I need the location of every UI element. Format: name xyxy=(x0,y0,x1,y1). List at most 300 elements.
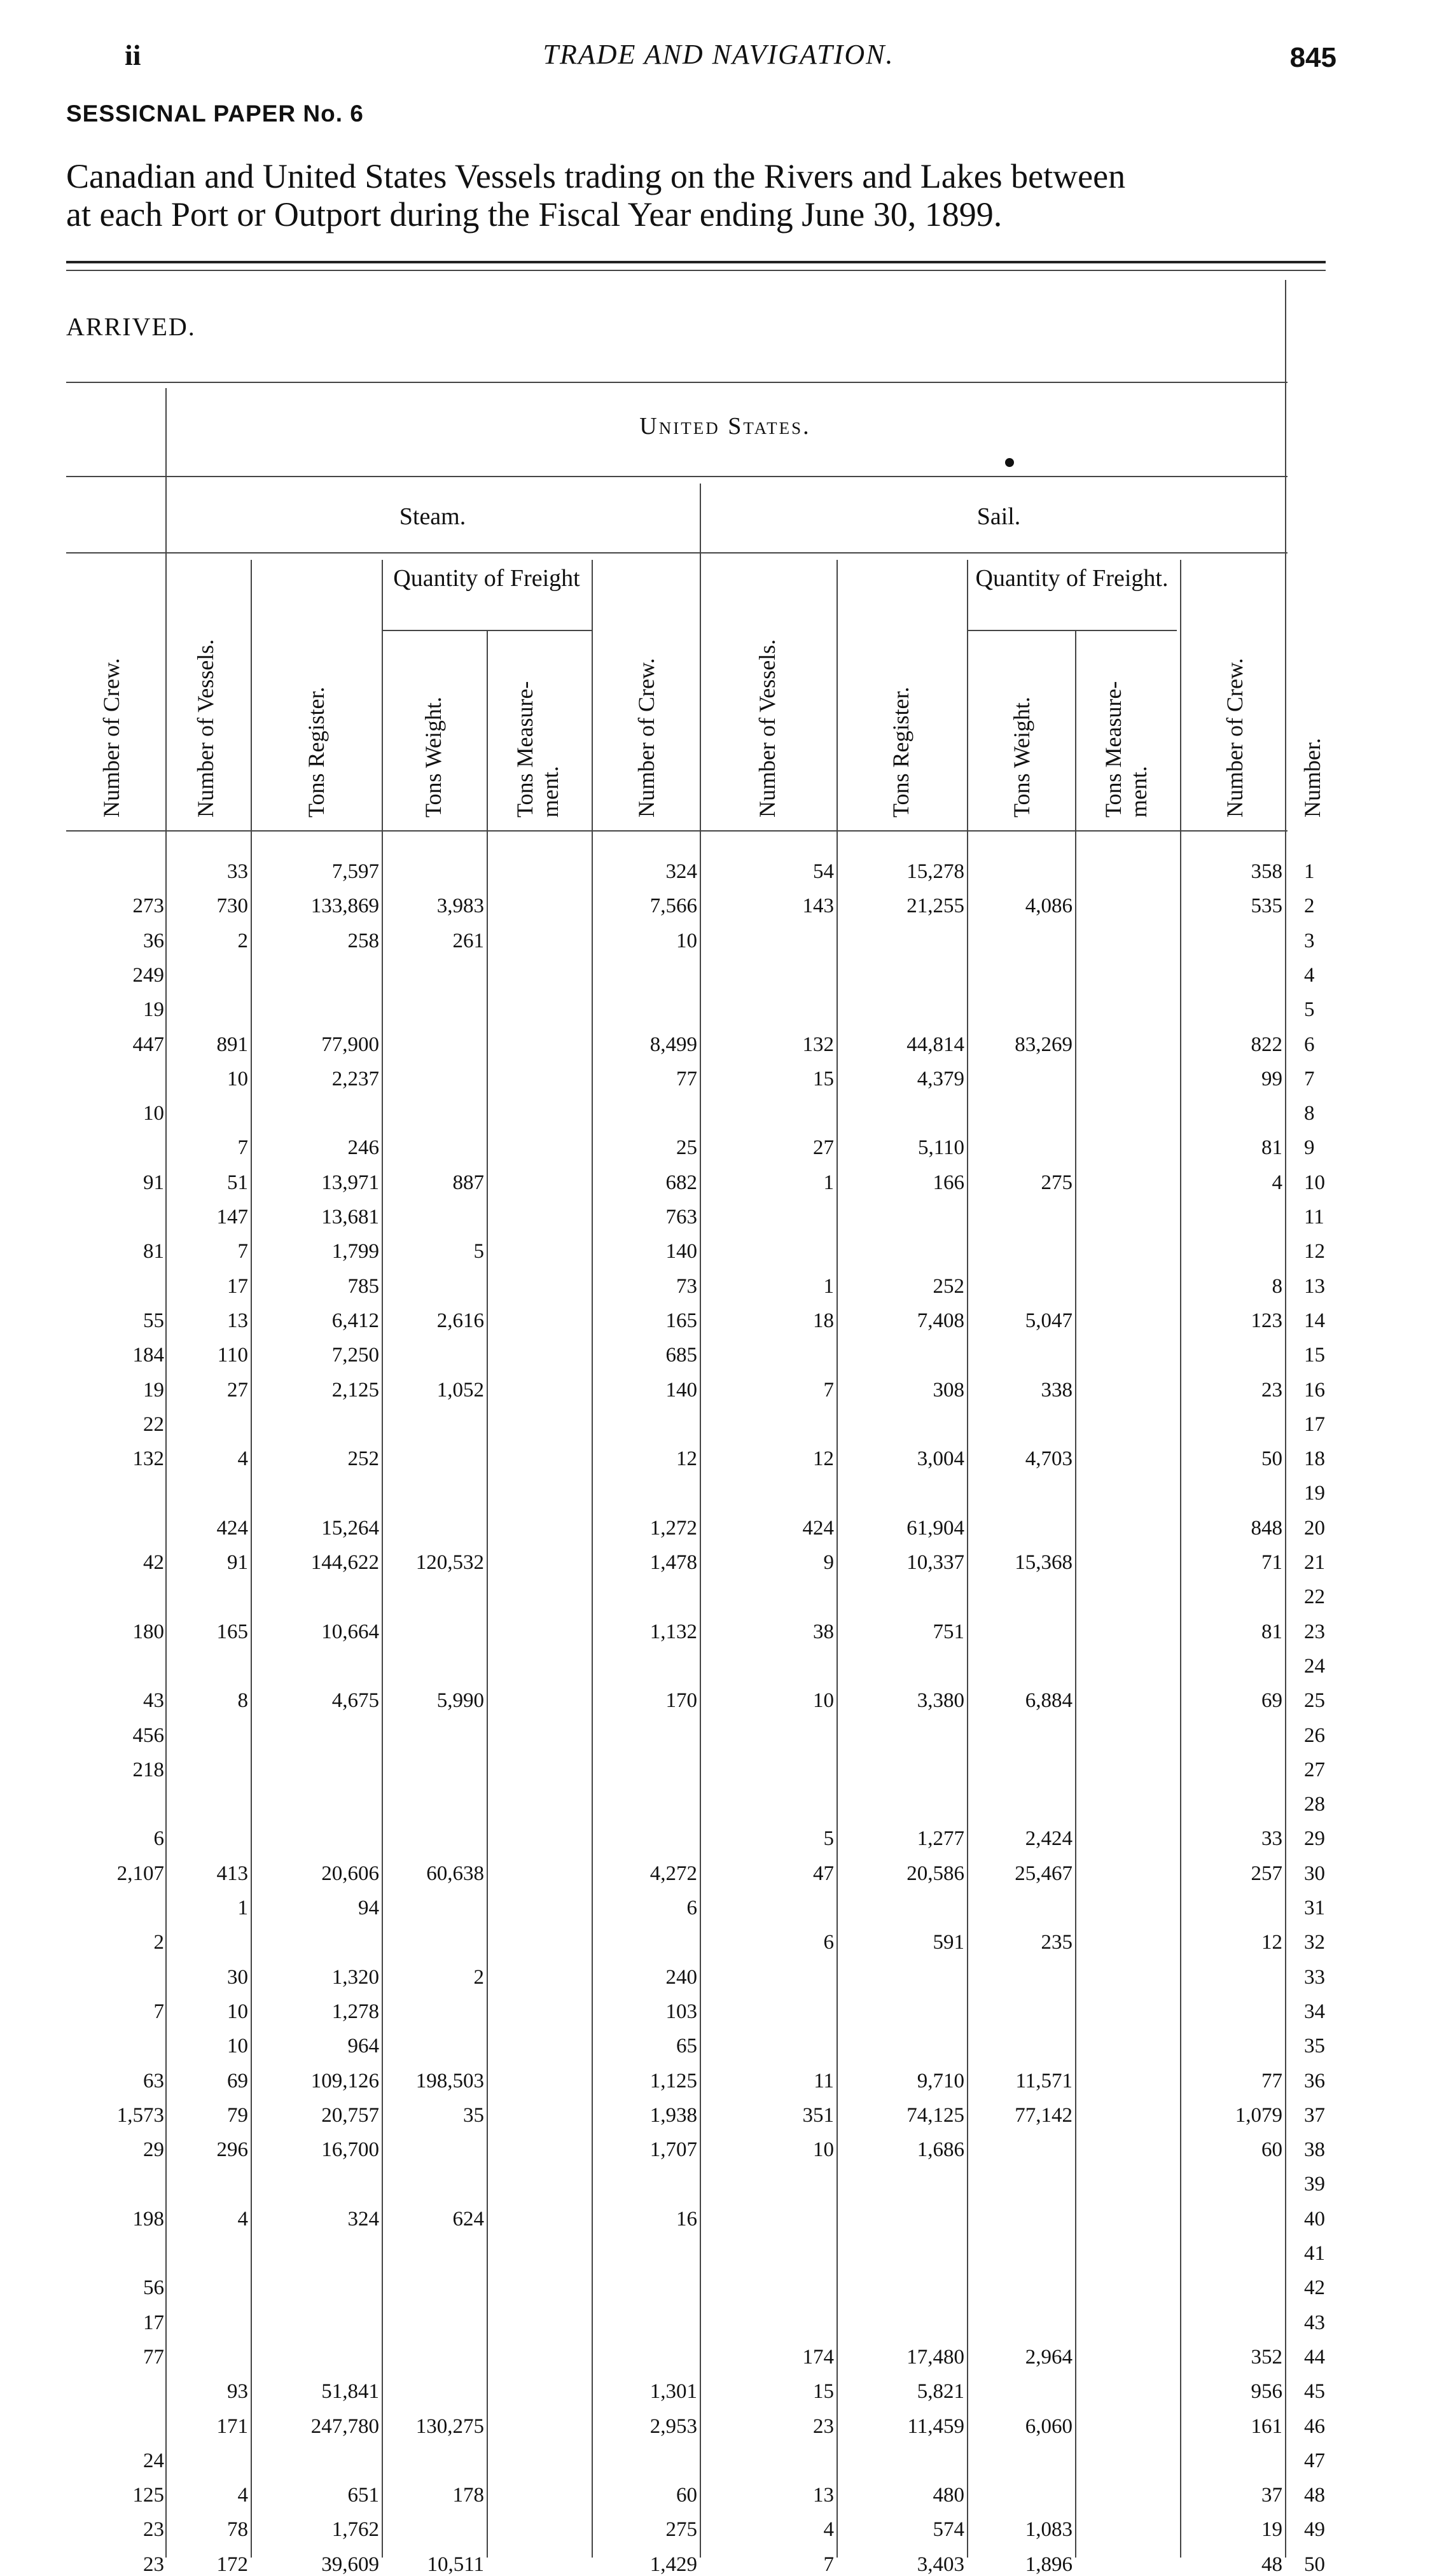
cell-sr: 480 xyxy=(933,2484,964,2507)
col-header-vessels: Number of Vessels. xyxy=(193,639,218,818)
cell-sw: 83,269 xyxy=(1015,1033,1073,1056)
cell-sc: 8 xyxy=(1272,1274,1282,1298)
cell-sw: 1,083 xyxy=(1025,2518,1073,2542)
cell-sw: 275 xyxy=(1041,1171,1073,1194)
cell-register: 13,681 xyxy=(321,1206,379,1229)
cell-register: 964 xyxy=(347,2035,379,2058)
cell-crew: 170 xyxy=(665,1689,697,1713)
cell-register: 16,700 xyxy=(321,2138,379,2162)
cell-sr: 10,337 xyxy=(906,1551,964,1574)
cell-crew: 7,566 xyxy=(649,895,697,918)
cell-vessels: 296 xyxy=(216,2138,248,2162)
col-header-weight: Tons Weight. xyxy=(420,697,446,818)
cell-register: 2,237 xyxy=(331,1067,379,1090)
cell-crew: 77 xyxy=(676,1067,697,1090)
cell-register: 1,278 xyxy=(331,2000,379,2023)
cell-weight: 1,052 xyxy=(436,1378,484,1402)
cell-sv: 174 xyxy=(802,2345,834,2369)
cell-vessels: 17 xyxy=(227,1274,248,1298)
cell-crew: 6 xyxy=(686,1897,697,1919)
cell-sw: 15,368 xyxy=(1015,1551,1073,1574)
row-number: 13 xyxy=(1304,1274,1325,1298)
cell-register: 20,606 xyxy=(321,1862,379,1885)
cell-sv: 15 xyxy=(813,2380,834,2404)
cell-crew0: 249 xyxy=(132,963,164,987)
cell-sr: 17,480 xyxy=(906,2345,964,2369)
cell-crew: 2,953 xyxy=(649,2414,697,2438)
cell-crew: 140 xyxy=(665,1378,697,1402)
row-number: 4 xyxy=(1304,963,1315,987)
cell-sv: 15 xyxy=(813,1067,834,1090)
cell-sr: 166 xyxy=(933,1171,964,1194)
cell-sc: 535 xyxy=(1251,895,1282,918)
cell-sr: 308 xyxy=(933,1378,964,1402)
col-rule xyxy=(165,388,167,2558)
cell-crew0: 91 xyxy=(143,1171,164,1194)
cell-register: 7,597 xyxy=(331,860,379,883)
col-header-crew0: Number of Crew. xyxy=(99,658,124,818)
cell-vessels: 8 xyxy=(237,1689,248,1713)
row-number: 2 xyxy=(1304,895,1315,918)
row-number: 50 xyxy=(1304,2552,1325,2576)
cell-weight: 178 xyxy=(452,2484,484,2507)
cell-sr: 20,586 xyxy=(906,1862,964,1885)
cell-vessels: 13 xyxy=(227,1309,248,1332)
cell-sw: 25,467 xyxy=(1015,1862,1073,1885)
cell-sc: 37 xyxy=(1261,2484,1282,2507)
cell-crew: 1,125 xyxy=(649,2069,697,2092)
section-title: ARRIVED. xyxy=(66,312,196,341)
col-header-number: Number. xyxy=(1300,738,1325,818)
cell-sv: 38 xyxy=(813,1620,834,1643)
group-steam: Steam. xyxy=(399,503,466,530)
cell-sv: 1 xyxy=(823,1171,834,1194)
cell-sc: 352 xyxy=(1251,2345,1282,2369)
cell-sw: 235 xyxy=(1041,1931,1073,1954)
cell-weight: 130,275 xyxy=(415,2414,484,2438)
row-number: 26 xyxy=(1304,1723,1325,1747)
cell-sv: 12 xyxy=(813,1447,834,1471)
cell-sc: 848 xyxy=(1251,1516,1282,1540)
cell-sr: 21,255 xyxy=(906,895,964,918)
cell-vessels: 413 xyxy=(216,1862,248,1885)
cell-crew: 165 xyxy=(665,1309,697,1332)
cell-crew: 4,272 xyxy=(649,1862,697,1885)
row-number: 43 xyxy=(1304,2311,1325,2334)
cell-weight: 261 xyxy=(452,929,484,952)
cell-sr: 44,814 xyxy=(906,1033,964,1056)
row-number: 34 xyxy=(1304,2000,1325,2023)
cell-sr: 74,125 xyxy=(906,2103,964,2127)
col-header-register: Tons Register. xyxy=(303,686,329,818)
cell-crew0: 29 xyxy=(143,2138,164,2162)
cell-sr: 252 xyxy=(933,1274,964,1298)
cell-crew0: 273 xyxy=(132,895,164,918)
cell-register: 94 xyxy=(358,1897,379,1919)
cell-crew0: 132 xyxy=(132,1447,164,1471)
row-number: 1 xyxy=(1304,860,1315,883)
cell-weight: 624 xyxy=(452,2207,484,2231)
cell-crew0: 77 xyxy=(143,2345,164,2369)
row-number: 8 xyxy=(1304,1102,1315,1125)
cell-crew0: 19 xyxy=(143,998,164,1022)
cell-sw: 6,884 xyxy=(1025,1689,1073,1713)
cell-crew0: 6 xyxy=(153,1827,164,1851)
cell-vessels: 7 xyxy=(237,1136,248,1160)
row-number: 30 xyxy=(1304,1862,1325,1885)
cell-register: 247,780 xyxy=(310,2414,379,2438)
running-title: TRADE AND NAVIGATION. xyxy=(543,39,894,70)
cell-sc: 48 xyxy=(1261,2552,1282,2576)
group-sail: Sail. xyxy=(976,503,1021,530)
cell-sc: 19 xyxy=(1261,2518,1282,2542)
header-line xyxy=(66,552,1288,553)
cell-sr: 15,278 xyxy=(906,860,964,883)
cell-register: 15,264 xyxy=(321,1516,379,1540)
cell-sc: 81 xyxy=(1261,1620,1282,1643)
cell-sc: 77 xyxy=(1261,2069,1282,2092)
row-number: 49 xyxy=(1304,2518,1325,2542)
row-number: 17 xyxy=(1304,1412,1325,1436)
row-number: 33 xyxy=(1304,1965,1325,1989)
cell-sw: 11,571 xyxy=(1015,2069,1073,2092)
cell-weight: 887 xyxy=(452,1171,484,1194)
cell-vessels: 51 xyxy=(227,1171,248,1194)
cell-crew0: 81 xyxy=(143,1240,164,1264)
cell-sw: 5,047 xyxy=(1025,1309,1073,1332)
cell-sc: 161 xyxy=(1251,2414,1282,2438)
row-number: 32 xyxy=(1304,1931,1325,1954)
cell-sr: 11,459 xyxy=(907,2414,964,2438)
cell-register: 7,250 xyxy=(331,1344,379,1367)
top-rule xyxy=(66,261,1326,263)
cell-vessels: 10 xyxy=(227,1067,248,1090)
cell-sc: 60 xyxy=(1261,2138,1282,2162)
row-number: 31 xyxy=(1304,1897,1325,1919)
col-header-measure: Tons Measure-ment. xyxy=(512,681,563,818)
cell-sr: 7,408 xyxy=(917,1309,964,1332)
cell-sv: 5 xyxy=(823,1827,834,1851)
row-number: 25 xyxy=(1304,1689,1325,1713)
row-number: 10 xyxy=(1304,1171,1325,1194)
cell-vessels: 33 xyxy=(227,860,248,883)
cell-sr: 5,110 xyxy=(917,1136,964,1160)
cell-crew0: 19 xyxy=(143,1378,164,1402)
cell-weight: 120,532 xyxy=(415,1551,484,1574)
session-paper: SESSICNAL PAPER No. 6 xyxy=(66,101,364,127)
cell-vessels: 69 xyxy=(227,2069,248,2092)
cell-sc: 123 xyxy=(1251,1309,1282,1332)
row-number: 3 xyxy=(1304,929,1315,952)
cell-crew: 324 xyxy=(665,860,697,883)
col-header-sail-crew: Number of Crew. xyxy=(1222,658,1247,818)
row-number: 6 xyxy=(1304,1033,1315,1056)
cell-vessels: 10 xyxy=(227,2000,248,2023)
header-line xyxy=(66,476,1288,477)
row-number: 14 xyxy=(1304,1309,1325,1332)
cell-sc: 33 xyxy=(1261,1827,1282,1851)
cell-crew: 1,272 xyxy=(649,1516,697,1540)
cell-sr: 3,380 xyxy=(917,1689,964,1713)
cell-crew: 1,132 xyxy=(649,1620,697,1643)
col-header-sail-measure: Tons Measure-ment. xyxy=(1100,681,1151,818)
cell-sr: 61,904 xyxy=(906,1516,964,1540)
cell-vessels: 4 xyxy=(237,1447,248,1471)
row-number: 18 xyxy=(1304,1447,1325,1471)
page-roman: ii xyxy=(125,39,141,71)
caption-line-1: Canadian and United States Vessels trading on the Rivers and Lakes between xyxy=(66,157,1126,195)
cell-sv: 6 xyxy=(823,1931,834,1954)
cell-sr: 1,277 xyxy=(917,1827,964,1851)
row-number: 42 xyxy=(1304,2276,1325,2300)
cell-register: 13,971 xyxy=(321,1171,379,1194)
cell-crew: 65 xyxy=(676,2035,697,2058)
cell-sw: 1,896 xyxy=(1025,2552,1073,2576)
cell-crew0: 24 xyxy=(143,2449,164,2472)
row-number: 45 xyxy=(1304,2380,1325,2404)
cell-crew: 16 xyxy=(676,2207,697,2231)
row-number: 19 xyxy=(1304,1482,1325,1505)
row-number: 15 xyxy=(1304,1344,1325,1367)
cell-sv: 424 xyxy=(802,1516,834,1540)
cell-crew: 25 xyxy=(676,1136,697,1160)
cell-crew0: 218 xyxy=(132,1758,164,1781)
cell-vessels: 110 xyxy=(217,1344,248,1367)
freight-sail: Quantity of Freight. xyxy=(975,565,1169,592)
cell-sw: 77,142 xyxy=(1015,2103,1073,2127)
cell-sr: 1,686 xyxy=(917,2138,964,2162)
cell-vessels: 27 xyxy=(227,1378,248,1402)
row-number: 21 xyxy=(1304,1551,1325,1574)
cell-register: 258 xyxy=(347,929,379,952)
cell-crew0: 447 xyxy=(132,1033,164,1056)
cell-register: 6,412 xyxy=(331,1309,379,1332)
cell-vessels: 93 xyxy=(227,2380,248,2404)
cell-crew: 1,301 xyxy=(649,2380,697,2404)
cell-vessels: 78 xyxy=(227,2518,248,2542)
cell-crew0: 56 xyxy=(143,2276,164,2300)
cell-sc: 358 xyxy=(1251,860,1282,883)
col-header-sail-vessels: Number of Vessels. xyxy=(754,639,780,818)
cell-crew0: 2,107 xyxy=(116,1862,164,1885)
row-number: 11 xyxy=(1304,1206,1324,1229)
row-number: 47 xyxy=(1304,2449,1325,2472)
cell-register: 1,799 xyxy=(331,1240,379,1264)
col-rule xyxy=(592,560,593,2558)
cell-register: 109,126 xyxy=(310,2069,379,2092)
cell-sw: 6,060 xyxy=(1025,2414,1073,2438)
cell-weight: 2,616 xyxy=(436,1309,484,1332)
cell-sv: 143 xyxy=(802,895,834,918)
cell-crew0: 23 xyxy=(143,2552,164,2576)
row-number: 22 xyxy=(1304,1585,1325,1609)
cell-crew: 60 xyxy=(676,2484,697,2507)
cell-sr: 591 xyxy=(933,1931,964,1954)
cell-crew: 1,429 xyxy=(649,2552,697,2576)
cell-sv: 23 xyxy=(813,2414,834,2438)
row-number: 24 xyxy=(1304,1654,1325,1678)
cell-weight: 5,990 xyxy=(436,1689,484,1713)
cell-sr: 751 xyxy=(933,1620,964,1643)
cell-weight: 2 xyxy=(473,1965,484,1989)
cell-sc: 69 xyxy=(1261,1689,1282,1713)
cell-crew: 763 xyxy=(665,1206,697,1229)
cell-weight: 5 xyxy=(473,1240,484,1264)
cell-crew0: 10 xyxy=(143,1102,164,1125)
cell-register: 144,622 xyxy=(310,1551,379,1574)
cell-crew: 73 xyxy=(676,1274,697,1298)
cell-crew0: 17 xyxy=(143,2311,164,2334)
row-number: 7 xyxy=(1304,1067,1315,1090)
cell-weight: 10,511 xyxy=(427,2552,484,2576)
row-number: 29 xyxy=(1304,1827,1325,1851)
cell-crew0: 198 xyxy=(132,2207,164,2231)
cell-crew0: 23 xyxy=(143,2518,164,2542)
top-rule-2 xyxy=(66,270,1326,271)
cell-vessels: 730 xyxy=(216,895,248,918)
cell-register: 10,664 xyxy=(321,1620,379,1643)
header-line xyxy=(66,830,1288,832)
cell-sv: 11 xyxy=(814,2069,834,2092)
cell-vessels: 2 xyxy=(237,929,248,952)
cell-sc: 12 xyxy=(1261,1931,1282,1954)
cell-sv: 54 xyxy=(813,860,834,883)
cell-sr: 574 xyxy=(933,2518,964,2542)
col-header-sail-weight: Tons Weight. xyxy=(1009,697,1034,818)
cell-crew0: 1,573 xyxy=(116,2103,164,2127)
cell-sw: 4,703 xyxy=(1025,1447,1073,1471)
freight-steam: Quantity of Freight xyxy=(393,565,580,592)
cell-crew: 10 xyxy=(676,929,697,952)
cell-crew: 275 xyxy=(665,2518,697,2542)
col-rule xyxy=(967,560,968,2558)
cell-register: 246 xyxy=(347,1136,379,1160)
col-header-crew: Number of Crew. xyxy=(634,658,659,818)
cell-sc: 81 xyxy=(1261,1136,1282,1160)
cell-crew0: 184 xyxy=(132,1344,164,1367)
cell-register: 4,675 xyxy=(331,1689,379,1713)
cell-sv: 1 xyxy=(823,1274,834,1298)
cell-crew0: 43 xyxy=(143,1689,164,1713)
col-header-sail-register: Tons Register. xyxy=(888,686,913,818)
cell-sr: 3,403 xyxy=(917,2552,964,2576)
col-rule xyxy=(837,560,838,2558)
cell-crew: 12 xyxy=(676,1447,697,1471)
cell-vessels: 891 xyxy=(216,1033,248,1056)
page-number: 845 xyxy=(1289,42,1336,73)
header-line xyxy=(66,382,1288,383)
cell-sr: 9,710 xyxy=(917,2069,964,2092)
cell-crew: 682 xyxy=(665,1171,697,1194)
cell-weight: 35 xyxy=(463,2103,484,2127)
row-number: 48 xyxy=(1304,2484,1325,2507)
cell-sc: 822 xyxy=(1251,1033,1282,1056)
cell-sc: 257 xyxy=(1251,1862,1282,1885)
cell-sc: 956 xyxy=(1251,2380,1282,2404)
cell-crew0: 55 xyxy=(143,1309,164,1332)
cell-vessels: 10 xyxy=(227,2035,248,2058)
cell-vessels: 79 xyxy=(227,2103,248,2127)
row-number: 9 xyxy=(1304,1136,1315,1160)
cell-sv: 132 xyxy=(802,1033,834,1056)
col-rule xyxy=(700,484,701,2558)
cell-register: 77,900 xyxy=(321,1033,379,1056)
cell-sv: 7 xyxy=(823,1378,834,1402)
col-rule xyxy=(382,560,383,2558)
cell-sr: 4,379 xyxy=(917,1067,964,1090)
cell-sv: 13 xyxy=(813,2484,834,2507)
cell-crew: 1,478 xyxy=(649,1551,697,1574)
cell-vessels: 30 xyxy=(227,1965,248,1989)
cell-crew: 1,707 xyxy=(649,2138,697,2162)
cell-sw: 2,964 xyxy=(1025,2345,1073,2369)
cell-register: 39,609 xyxy=(321,2552,379,2576)
cell-vessels: 424 xyxy=(216,1516,248,1540)
cell-sv: 10 xyxy=(813,2138,834,2162)
cell-vessels: 7 xyxy=(237,1240,248,1264)
bullet-icon xyxy=(1005,458,1014,467)
cell-sw: 2,424 xyxy=(1025,1827,1073,1851)
row-number: 5 xyxy=(1304,998,1315,1022)
cell-sv: 4 xyxy=(823,2518,834,2542)
cell-register: 51,841 xyxy=(321,2380,379,2404)
row-number: 38 xyxy=(1304,2138,1325,2162)
cell-register: 2,125 xyxy=(331,1378,379,1402)
cell-vessels: 172 xyxy=(216,2552,248,2576)
cell-vessels: 91 xyxy=(227,1551,248,1574)
row-number: 40 xyxy=(1304,2207,1325,2231)
cell-crew: 8,499 xyxy=(649,1033,697,1056)
freight-line xyxy=(967,630,1177,631)
cell-crew: 103 xyxy=(665,2000,697,2023)
cell-crew: 1,938 xyxy=(649,2103,697,2127)
row-number: 44 xyxy=(1304,2345,1325,2369)
cell-sv: 18 xyxy=(813,1309,834,1332)
row-number: 36 xyxy=(1304,2069,1325,2092)
col-rule xyxy=(251,560,252,2558)
row-number: 16 xyxy=(1304,1378,1325,1402)
col-rule xyxy=(1180,560,1181,2558)
col-rule xyxy=(1285,280,1286,2558)
cell-register: 785 xyxy=(347,1274,379,1298)
cell-sw: 338 xyxy=(1041,1378,1073,1402)
cell-crew0: 125 xyxy=(132,2484,164,2507)
cell-sc: 71 xyxy=(1261,1551,1282,1574)
cell-weight: 198,503 xyxy=(415,2069,484,2092)
cell-crew0: 63 xyxy=(143,2069,164,2092)
cell-sv: 351 xyxy=(802,2103,834,2127)
cell-register: 324 xyxy=(347,2207,379,2231)
cell-vessels: 165 xyxy=(216,1620,248,1643)
cell-sc: 4 xyxy=(1272,1171,1282,1194)
row-number: 23 xyxy=(1304,1620,1325,1643)
row-number: 20 xyxy=(1304,1516,1325,1540)
cell-weight: 3,983 xyxy=(436,895,484,918)
row-number: 12 xyxy=(1304,1240,1325,1264)
row-number: 37 xyxy=(1304,2103,1325,2127)
col-rule xyxy=(1075,630,1076,2558)
group-united-states: United States. xyxy=(639,413,811,440)
row-number: 39 xyxy=(1304,2173,1325,2196)
cell-vessels: 171 xyxy=(216,2414,248,2438)
cell-crew: 685 xyxy=(665,1344,697,1367)
cell-crew0: 36 xyxy=(143,929,164,952)
cell-vessels: 1 xyxy=(237,1897,248,1919)
cell-crew0: 42 xyxy=(143,1551,164,1574)
cell-weight: 60,638 xyxy=(426,1862,484,1885)
cell-sr: 5,821 xyxy=(917,2380,964,2404)
cell-vessels: 4 xyxy=(237,2484,248,2507)
